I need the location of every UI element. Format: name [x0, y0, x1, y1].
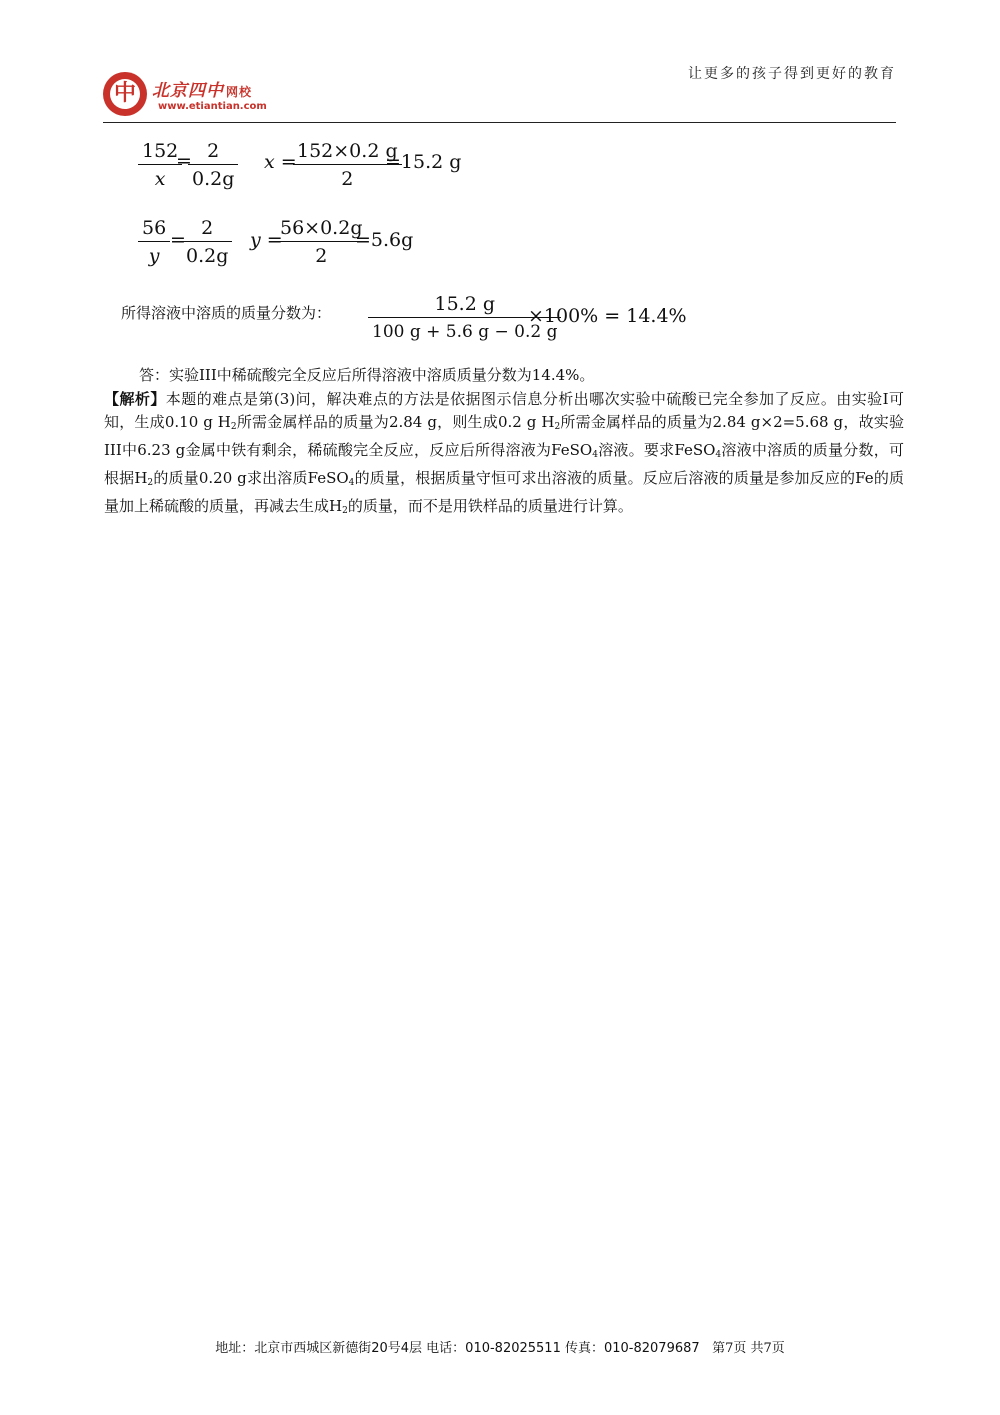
eq2-denominator2: 0.2g	[182, 241, 232, 270]
eq1-numerator2: 2	[207, 140, 220, 162]
logo-name	[152, 76, 252, 101]
h2-subscript: 2	[147, 478, 154, 488]
eq1-denominator3: 2	[293, 164, 402, 193]
logo-glyph: 中	[113, 81, 136, 106]
eq2-denominator3: 2	[276, 241, 366, 270]
eq2-equals: =	[170, 229, 186, 251]
eq2-numerator2: 2	[201, 217, 214, 239]
h2-subscript: 2	[230, 422, 237, 432]
footer-page-number: 第7页 共7页	[712, 1341, 785, 1356]
analysis-text-8: 的质量，而不是用铁样品的质量进行计算。	[347, 497, 633, 515]
eq2-denominator: y	[138, 241, 170, 270]
feso4-subscript: 4	[592, 450, 598, 460]
page-footer	[0, 1337, 1000, 1356]
eq1-numerator3: 152×0.2 g	[297, 140, 398, 162]
feso4-subscript: 4	[348, 478, 355, 488]
eq3-label: 所得溶液中溶质的质量分数为：	[121, 304, 332, 322]
eq1-denominator2: 0.2g	[188, 164, 238, 193]
analysis-text-6: 的质量0.20 g求出溶质FeSO	[153, 469, 349, 487]
eq1-denominator: x	[138, 164, 182, 193]
eq2-fraction-right	[182, 215, 232, 270]
analysis-text-2: 所需金属样品的质量为2.84 g，则生成0.2 g H	[236, 413, 555, 431]
analysis-text-1: 本题的难点是第(3)问，解决难点的方法是依据图示信息分析出哪次实验中硫酸已完全参加了反应。由实验Ⅰ可知，生成0.10 g H	[104, 390, 904, 431]
school-logo	[103, 72, 147, 116]
logo-name-text: 北京四中	[152, 81, 224, 101]
analysis-text-7: 的质量，根据质量守恒可求出溶液的质量。反应后溶液的质量是参加反应的Fe的质量加上稀硫酸的质量，再减去生成H	[104, 469, 904, 515]
eq3-denominator: 100 g + 5.6 g − 0.2 g	[368, 317, 561, 346]
analysis-text-3: 所需金属样品的质量为2.84 g×2=5.68 g，故实验III中6.23 g金属中铁有剩余，稀硫酸完全反应，反应后所得溶液为FeSO	[104, 413, 904, 459]
eq2-fraction-left	[138, 215, 170, 270]
eq1-lhs: x =	[264, 151, 297, 173]
logo-url: www.etiantian.com	[158, 101, 267, 112]
logo-suffix: 网校	[226, 85, 253, 99]
eq2-result: =5.6g	[355, 229, 414, 251]
eq2-numerator3: 56×0.2g	[280, 217, 363, 239]
eq1-numerator: 152	[142, 140, 179, 162]
eq3-numerator: 15.2 g	[434, 293, 495, 315]
analysis-tag: 【解析】	[104, 390, 166, 408]
feso4-subscript: 4	[715, 450, 722, 460]
eq2-numerator: 56	[142, 217, 167, 239]
header-divider	[103, 122, 896, 123]
header-slogan: 让更多的孩子得到更好的教育	[688, 66, 896, 82]
h2-subscript: 2	[554, 422, 561, 432]
analysis-paragraph	[104, 388, 904, 523]
eq2-fraction-calc	[276, 215, 366, 270]
answer-text: 答：实验III中稀硫酸完全反应后所得溶液中溶质质量分数为14.4%。	[139, 366, 595, 384]
eq2-lhs: y =	[250, 229, 283, 251]
footer-address: 地址：北京市西城区新德街20号4层 电话：010-82025511 传真：010-82079687	[215, 1341, 700, 1356]
eq1-fraction-right	[188, 138, 238, 193]
eq1-result: =15.2 g	[385, 151, 462, 173]
eq3-result: ×100% = 14.4%	[528, 305, 687, 327]
analysis-text-5: 溶液中溶质的质量分数，可根据H	[104, 441, 904, 487]
h2-subscript: 2	[342, 506, 348, 516]
eq1-equals: =	[176, 150, 192, 172]
analysis-text-4: 溶液。要求FeSO	[597, 441, 716, 459]
